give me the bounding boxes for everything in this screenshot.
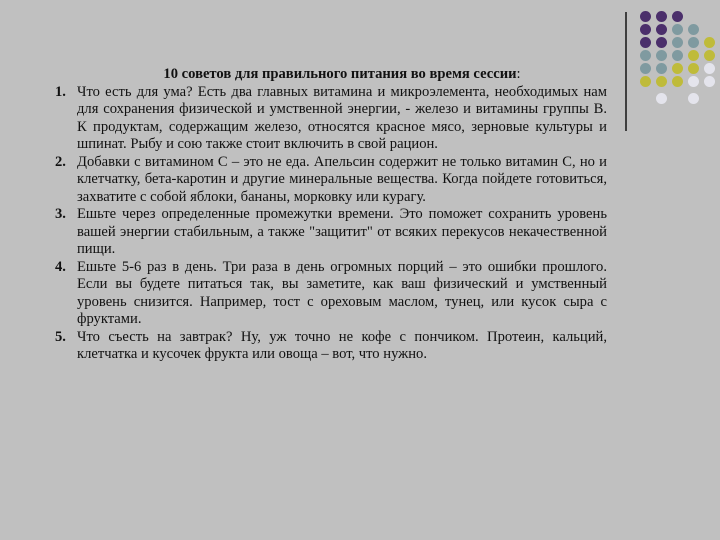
decor-dot [656,63,667,74]
item-text: Ешьте 5-6 раз в день. Три раза в день огромных порций – это ошибки прошлого. Если вы будете питаться так, вы заметите, как ваш физический и умственный уровень снизится. Например, тост с ореховым маслом, тунец, или кусок сыра с фруктами. [77,258,607,327]
decor-dot [672,63,683,74]
decor-dot [640,50,651,61]
decor-dot [672,24,683,35]
list-item [55,84,607,154]
item-number: 5. [55,328,66,345]
list-item [55,206,607,259]
decor-dot [704,37,715,48]
decor-dot [688,76,699,87]
decor-dot [656,37,667,48]
decor-dot [656,93,667,104]
decor-dot [704,50,715,61]
decor-dot [672,37,683,48]
decor-dot [656,76,667,87]
item-text: Ешьте через определенные промежутки времени. Это поможет сохранить уровень вашей энергии стабильным, а также "защитит" от всяких перекусов некачественной пищи. [77,206,607,257]
title-text: 10 советов для правильного питания во время сессии [163,66,517,82]
vertical-divider [625,12,627,131]
list-item [55,154,607,207]
decor-dot [688,63,699,74]
item-text: Что съесть на завтрак? Ну, уж точно не кофе с пончиком. Протеин, кальций, клетчатка и кусочек фрукта или овоща – вот, что нужно. [77,328,607,362]
decor-dot [672,11,683,22]
page-title [55,66,607,84]
item-text: Добавки с витамином С – это не еда. Апельсин содержит не только витамин С, но и клетчатку, бета-каротин и другие минеральные вещества. Когда пойдете готовиться, захватите с собой яблоки, бананы, морковку или курагу. [77,153,607,205]
item-number: 2. [55,153,66,170]
document-body [55,66,607,364]
decor-dot [672,76,683,87]
decor-dot [640,63,651,74]
decor-dot [656,24,667,35]
decor-dot [688,24,699,35]
item-text: Что есть для ума? Есть два главных витамина и микроэлемента, необходимых нам для сохранения физической и умственной энергии, - железо и витамины группы В. К продуктам, содержащим железо, относятся красное мясо, зерновые культуры и шпинат. Рыбу и сою также стоит включить в свой рацион. [77,83,607,152]
item-number: 1. [55,83,66,100]
decor-dot [672,50,683,61]
decor-dot [704,76,715,87]
title-colon: : [516,66,521,82]
decor-dot [688,50,699,61]
decor-dot [704,63,715,74]
decor-dot [688,37,699,48]
decor-dot [656,11,667,22]
item-number: 3. [55,206,66,222]
item-number: 4. [55,258,66,275]
decor-dot [656,50,667,61]
list-item [55,329,607,364]
decor-dot [688,93,699,104]
decor-dot [640,11,651,22]
decorative-dot-grid [640,11,716,113]
list-item [55,259,607,329]
decor-dot [640,37,651,48]
decor-dot [640,24,651,35]
decor-dot [640,76,651,87]
